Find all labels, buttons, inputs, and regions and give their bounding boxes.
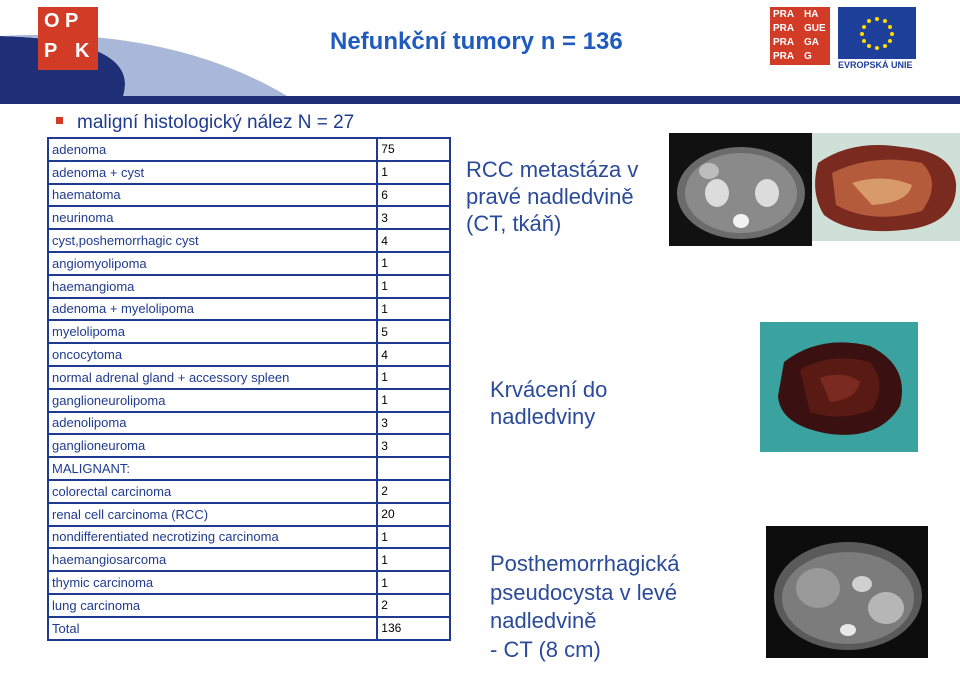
row-name: ganglioneurolipoma <box>48 389 377 412</box>
row-name: haematoma <box>48 184 377 207</box>
row-count: 6 <box>377 184 450 207</box>
row-name: adenoma + cyst <box>48 161 377 184</box>
row-name: haemangiosarcoma <box>48 548 377 571</box>
eu-label: EVROPSKÁ UNIE <box>838 60 913 70</box>
opp-logo: O P P K <box>38 7 98 70</box>
row-count: 3 <box>377 206 450 229</box>
row-name: adenoma <box>48 138 377 161</box>
ct-scan-rcc-image <box>669 133 812 246</box>
table-row <box>48 206 450 229</box>
row-count <box>377 457 450 480</box>
table-row <box>48 617 450 640</box>
row-count: 136 <box>377 617 450 640</box>
row-name: normal adrenal gland + accessory spleen <box>48 366 377 389</box>
row-count: 20 <box>377 503 450 526</box>
row-count: 1 <box>377 366 450 389</box>
hemorrhage-specimen-image <box>760 322 918 452</box>
row-name: adenoma + myelolipoma <box>48 298 377 321</box>
row-count: 2 <box>377 480 450 503</box>
table-row <box>48 571 450 594</box>
row-name: myelolipoma <box>48 320 377 343</box>
header-banner <box>0 0 960 104</box>
row-name: renal cell carcinoma (RCC) <box>48 503 377 526</box>
table-row <box>48 548 450 571</box>
bullet-square-icon <box>56 117 63 124</box>
row-name: thymic carcinoma <box>48 571 377 594</box>
praha-logo: PRA HA PRA GUE PRA GA PRA G <box>770 7 830 65</box>
table-row <box>48 320 450 343</box>
page-title: Nefunkční tumory n = 136 <box>330 28 623 55</box>
table-row <box>48 526 450 549</box>
row-count: 3 <box>377 434 450 457</box>
row-name: adenolipoma <box>48 412 377 435</box>
row-count: 5 <box>377 320 450 343</box>
row-name: oncocytoma <box>48 343 377 366</box>
row-name: colorectal carcinoma <box>48 480 377 503</box>
table-row <box>48 389 450 412</box>
row-name: ganglioneuroma <box>48 434 377 457</box>
tissue-specimen-image <box>812 133 960 241</box>
table-row <box>48 594 450 617</box>
row-count: 1 <box>377 571 450 594</box>
row-name: lung carcinoma <box>48 594 377 617</box>
table-row <box>48 434 450 457</box>
caption-bleed: Krvácení do nadledviny <box>490 377 608 429</box>
table-row <box>48 503 450 526</box>
header-bottom-band <box>60 96 960 104</box>
row-name: MALIGNANT: <box>48 457 377 480</box>
ct-scan-pseudocyst-image <box>766 526 928 658</box>
row-count: 1 <box>377 548 450 571</box>
row-name: neurinoma <box>48 206 377 229</box>
table-row <box>48 298 450 321</box>
row-name: angiomyolipoma <box>48 252 377 275</box>
row-name: cyst,poshemorrhagic cyst <box>48 229 377 252</box>
table-row <box>48 184 450 207</box>
table-row <box>48 161 450 184</box>
table-row <box>48 229 450 252</box>
caption-pseudocyst: Posthemorrhagická pseudocysta v levé nadledvině - CT (8 cm) <box>490 551 680 662</box>
table-row <box>48 138 450 161</box>
row-count: 2 <box>377 594 450 617</box>
row-count: 1 <box>377 161 450 184</box>
table-row <box>48 366 450 389</box>
row-name: haemangioma <box>48 275 377 298</box>
row-count: 4 <box>377 343 450 366</box>
row-name: nondifferentiated necrotizing carcinoma <box>48 526 377 549</box>
table-row <box>48 457 450 480</box>
row-count: 1 <box>377 252 450 275</box>
row-count: 1 <box>377 275 450 298</box>
table-row <box>48 343 450 366</box>
row-count: 1 <box>377 526 450 549</box>
row-count: 1 <box>377 389 450 412</box>
tumor-table <box>47 137 451 641</box>
table-row <box>48 480 450 503</box>
caption-rcc: RCC metastáza v pravé nadledvině (CT, tkáň) <box>466 157 639 236</box>
table-row <box>48 412 450 435</box>
bullet-point <box>56 112 354 134</box>
bullet-text: maligní histologický nález N = 27 <box>77 112 355 133</box>
row-count: 1 <box>377 298 450 321</box>
table-row <box>48 252 450 275</box>
row-count: 3 <box>377 412 450 435</box>
row-count: 75 <box>377 138 450 161</box>
eu-flag-icon <box>838 7 916 59</box>
row-count: 4 <box>377 229 450 252</box>
row-name: Total <box>48 617 377 640</box>
table-row <box>48 275 450 298</box>
